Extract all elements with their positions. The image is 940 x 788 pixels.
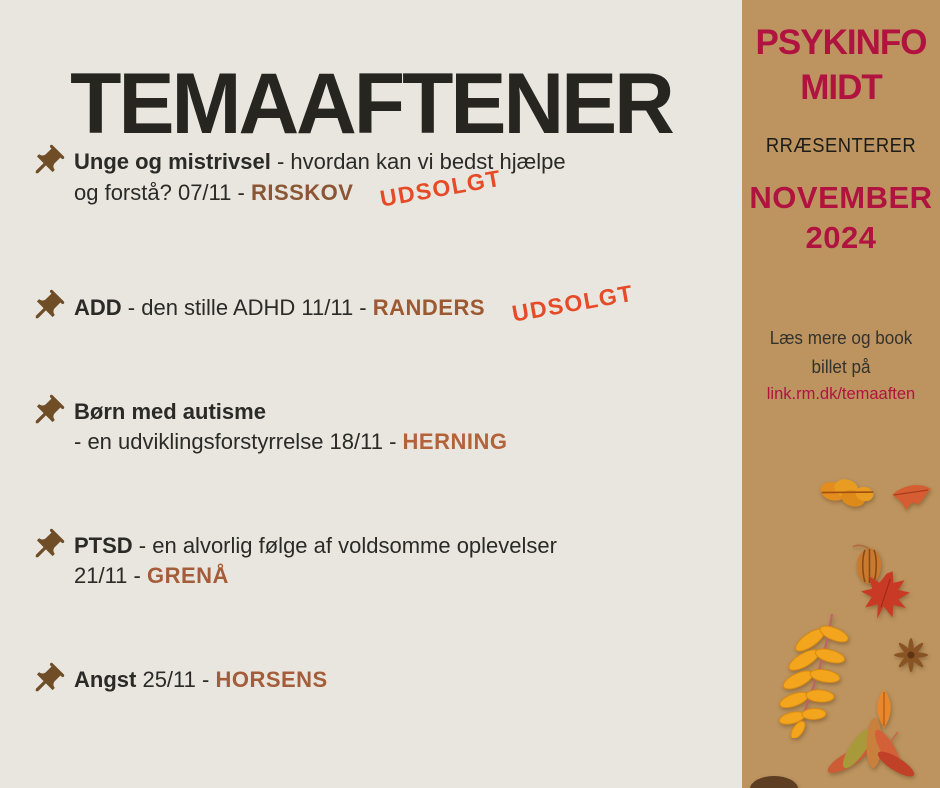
maple-leaf-image [858,568,912,622]
event-text [74,147,566,212]
event-text [74,397,507,457]
event-topic: ADD [74,295,128,320]
presents-label: RRÆSENTERER [765,135,917,157]
month-label [742,178,940,258]
event-description: - en alvorlig følge af voldsomme oplevelser [138,533,557,558]
oak-leaf-image [817,468,879,520]
soldout-stamp: UDSOLGT [510,279,636,327]
cta-line2: billet på [811,357,871,377]
pushpin-icon [28,661,66,699]
event-topic: PTSD [74,533,139,558]
pushpin-icon [28,527,66,565]
event-description: - en udviklingsforstyrrelse 18/11 - [74,429,403,454]
event-description: og forstå? 07/11 - [74,180,251,205]
event-item-add [28,279,636,327]
event-location: RISSKOV [250,180,354,205]
month-line1: NOVEMBER [749,180,933,215]
brand-title [742,20,940,110]
pushpin-icon [28,393,66,431]
cta-line1: Læs mere og book [769,328,913,348]
event-text [74,279,636,327]
event-description: 25/11 - [142,667,216,692]
brand-line1: PSYKINFO [755,23,927,62]
event-text [74,665,328,695]
event-item-ptsd [28,531,557,591]
event-location: RANDERS [372,295,486,320]
event-topic: Angst [74,667,143,692]
event-description: - hvordan kan vi bedst hjælpe [276,149,566,174]
event-location: HORSENS [215,667,328,692]
pushpin-icon [28,143,66,181]
soldout-stamp: UDSOLGT [378,164,505,212]
page-title: TEMAAFTENER [70,55,672,152]
month-line2: 2024 [805,220,877,255]
cta-text [747,324,935,382]
event-location: HERNING [402,429,508,454]
event-location: GRENÅ [146,563,229,588]
event-item-unge-og-mistrivsel [28,147,566,212]
event-item-boern-med-autisme [28,397,507,457]
pushpin-icon [28,288,66,326]
red-leaf-image [890,480,934,518]
creeper-leaf-image [828,716,916,788]
booking-link[interactable]: link.rm.dk/temaaften [766,384,916,403]
chestnut-image [748,774,800,788]
sidebar [742,0,940,788]
event-description: - den stille ADHD 11/11 - [127,295,373,320]
brand-line2: MIDT [800,68,882,107]
event-topic: Unge og mistrivsel [74,149,277,174]
event-description: 21/11 - [74,563,147,588]
star-anise-image [892,636,930,674]
event-topic: Børn med autisme [74,399,266,424]
event-item-angst [28,665,328,699]
event-text [74,531,557,591]
